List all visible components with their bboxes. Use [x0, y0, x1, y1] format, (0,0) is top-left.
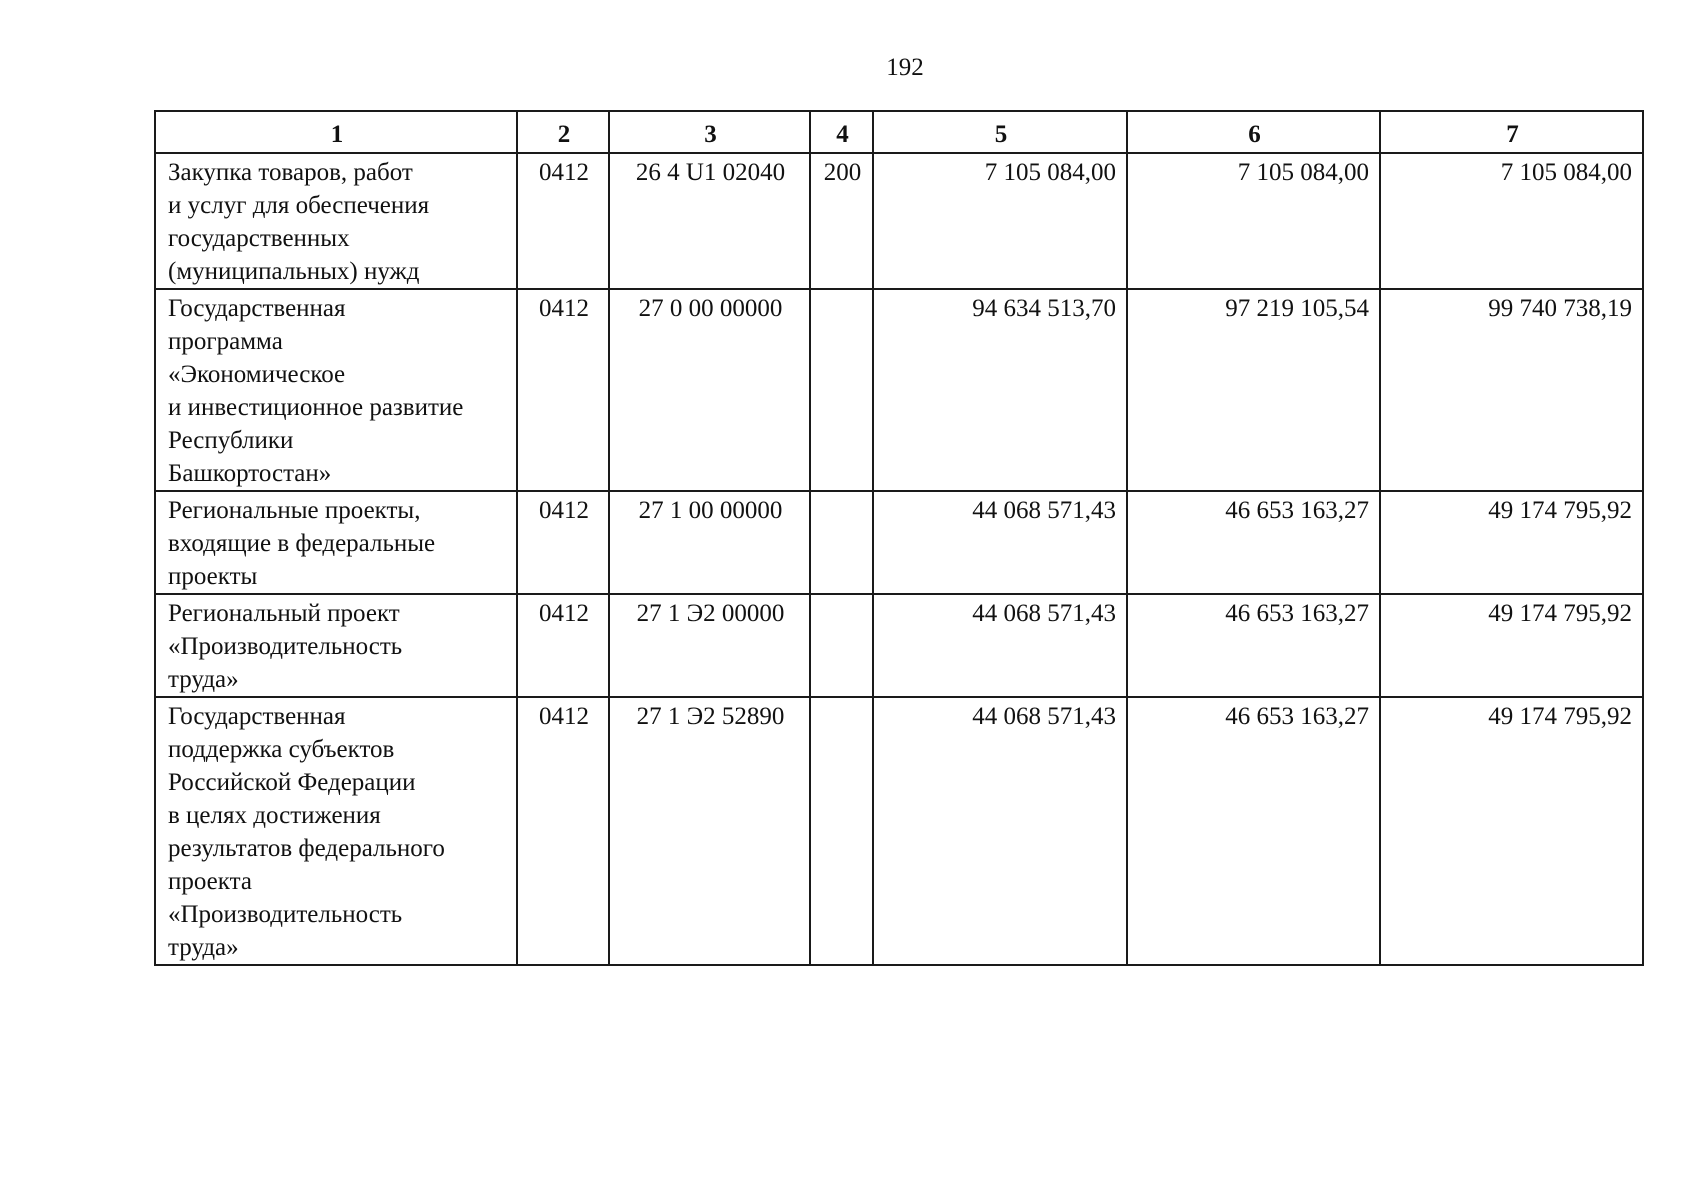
row-code: 0412 [517, 491, 609, 594]
header-col-5: 5 [873, 111, 1127, 153]
row-sum-col5: 44 068 571,43 [873, 594, 1127, 697]
row-sum-col5: 94 634 513,70 [873, 289, 1127, 491]
row-sum-col7: 49 174 795,92 [1380, 594, 1643, 697]
row-code: 0412 [517, 697, 609, 965]
row-code: 0412 [517, 153, 609, 289]
row-sum-col6: 7 105 084,00 [1127, 153, 1380, 289]
header-col-4: 4 [810, 111, 873, 153]
row-expense-type [810, 594, 873, 697]
row-target-article: 26 4 U1 02040 [609, 153, 810, 289]
header-col-1: 1 [155, 111, 517, 153]
row-expense-type: 200 [810, 153, 873, 289]
row-code: 0412 [517, 594, 609, 697]
table-row [155, 153, 1643, 289]
page-number: 192 [886, 54, 924, 81]
header-col-3: 3 [609, 111, 810, 153]
row-sum-col5: 44 068 571,43 [873, 491, 1127, 594]
row-sum-col7: 49 174 795,92 [1380, 491, 1643, 594]
table-row [155, 594, 1643, 697]
row-expense-type [810, 697, 873, 965]
header-col-7: 7 [1380, 111, 1643, 153]
row-name: Государственная программа «Экономическое и инвестиционное развитие Республики Башкортостан» [155, 289, 517, 491]
table-row [155, 491, 1643, 594]
row-sum-col6: 46 653 163,27 [1127, 491, 1380, 594]
budget-table [154, 110, 1644, 966]
row-target-article: 27 1 Э2 00000 [609, 594, 810, 697]
row-sum-col7: 7 105 084,00 [1380, 153, 1643, 289]
row-sum-col6: 97 219 105,54 [1127, 289, 1380, 491]
row-name: Региональный проект «Производительность труда» [155, 594, 517, 697]
header-col-6: 6 [1127, 111, 1380, 153]
table-row [155, 697, 1643, 965]
row-expense-type [810, 289, 873, 491]
row-target-article: 27 1 Э2 52890 [609, 697, 810, 965]
header-row [155, 111, 1643, 153]
header-col-2: 2 [517, 111, 609, 153]
row-code: 0412 [517, 289, 609, 491]
row-sum-col5: 7 105 084,00 [873, 153, 1127, 289]
row-sum-col7: 49 174 795,92 [1380, 697, 1643, 965]
row-sum-col6: 46 653 163,27 [1127, 594, 1380, 697]
table-row [155, 289, 1643, 491]
row-target-article: 27 0 00 00000 [609, 289, 810, 491]
row-sum-col7: 99 740 738,19 [1380, 289, 1643, 491]
row-name: Государственная поддержка субъектов Российской Федерации в целях достижения результатов федерального проекта «Производительность труда» [155, 697, 517, 965]
row-expense-type [810, 491, 873, 594]
row-target-article: 27 1 00 00000 [609, 491, 810, 594]
row-name: Закупка товаров, работ и услуг для обеспечения государственных (муниципальных) нужд [155, 153, 517, 289]
row-sum-col5: 44 068 571,43 [873, 697, 1127, 965]
row-name: Региональные проекты, входящие в федеральные проекты [155, 491, 517, 594]
row-sum-col6: 46 653 163,27 [1127, 697, 1380, 965]
